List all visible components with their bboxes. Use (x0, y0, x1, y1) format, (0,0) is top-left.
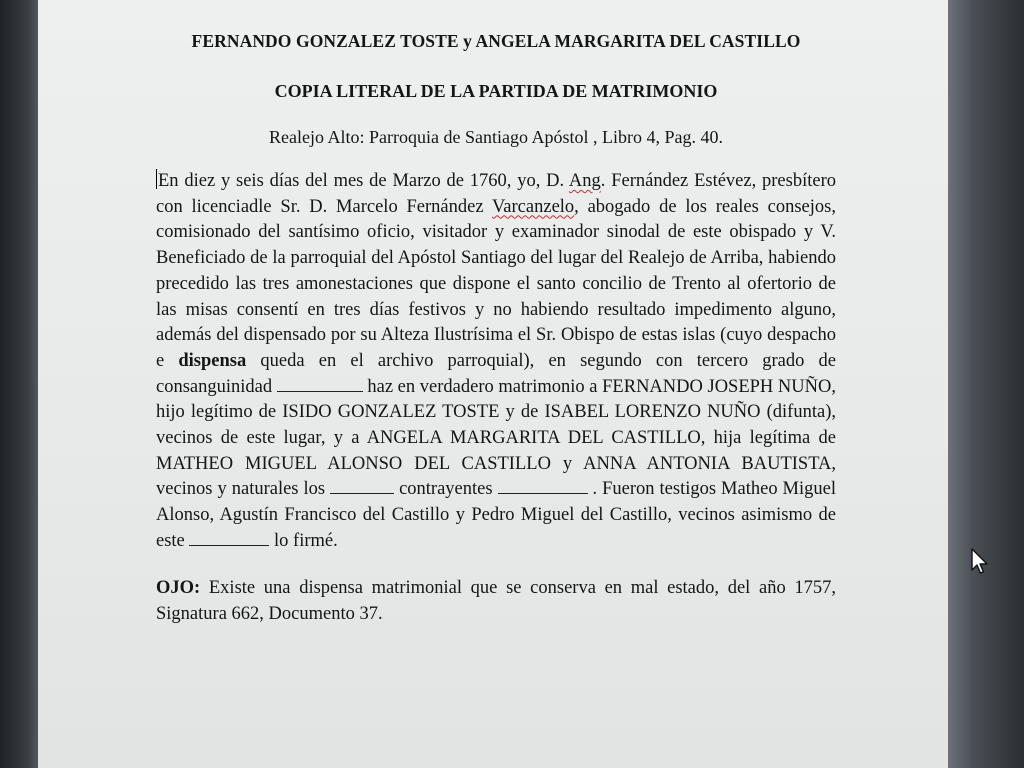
document-body[interactable] (156, 169, 836, 555)
body-segment: contrayentes (394, 479, 498, 500)
blank-line (330, 479, 394, 494)
body-segment: queda en el archivo parroquial), en segundo con tercero grado de consanguinidad (156, 350, 836, 397)
spellcheck-word: Ang (568, 171, 601, 191)
body-segment: lo firmé. (269, 530, 338, 551)
screen-bezel-right (946, 0, 1024, 768)
bold-word: dispensa (178, 350, 247, 371)
mouse-pointer-icon (970, 548, 990, 576)
spellcheck-word: Varcanzelo (492, 196, 575, 217)
document-page[interactable] (38, 0, 948, 768)
note-text: Existe una dispensa matrimonial que se conserva en mal estado, del año 1757, Signatura 662, Documento 37. (156, 577, 836, 624)
document-subtitle: COPIA LITERAL DE LA PARTIDA DE MATRIMONIO (274, 81, 718, 101)
screen-bezel-left (0, 0, 40, 768)
body-segment: , abogado de los reales consejos, comisionado del santísimo oficio, visitador y examinador sinodal de este obispado y V. Beneficiado de la parroquial del Apóstol Santiago del lugar del Realejo de Arriba, habiendo precedido las tres amonestaciones que dispone el santo concilio de Trento al ofertorio de las misas consentí en tres días festivos y no habiendo resultado impedimento alguno, además del dispensado por su Alteza Ilustrísima el Sr. Obispo de estas islas (cuyo despacho e (156, 196, 836, 371)
blank-line (189, 531, 269, 546)
body-segment: haz en verdadero matrimonio a FERNANDO JOSEPH NUÑO, hijo legítimo de ISIDO GONZALEZ TOSTE y de ISABEL LORENZO NUÑO (difunta), vecinos de este lugar, y a ANGELA MARGARITA DEL CASTILLO, hija legítima de MATHEO MIGUEL ALONSO DEL CASTILLO y ANNA ANTONIA BAUTISTA, vecinos y naturales los (156, 376, 836, 500)
body-segment: . Fernández Estévez, presbítero con licenciadle Sr. D. Marcelo Fernández (156, 171, 836, 217)
note-label: OJO: (156, 577, 201, 598)
text-cursor-icon (156, 169, 157, 189)
body-segment: . Fueron testigos Matheo Miguel Alonso, Agustín Francisco del Castillo y Pedro Miguel del Castillo, vecinos asimismo de este (156, 479, 836, 551)
body-segment: En diez y seis días del mes de Marzo de 1760, yo, D. (158, 171, 569, 191)
blank-line (277, 377, 363, 392)
document-title: FERNANDO GONZALEZ TOSTE y ANGELA MARGARITA DEL CASTILLO (191, 31, 801, 51)
document-note (156, 575, 836, 627)
document-source: Realejo Alto: Parroquia de Santiago Apóstol , Libro 4, Pag. 40. (269, 127, 723, 147)
blank-line (498, 479, 588, 494)
